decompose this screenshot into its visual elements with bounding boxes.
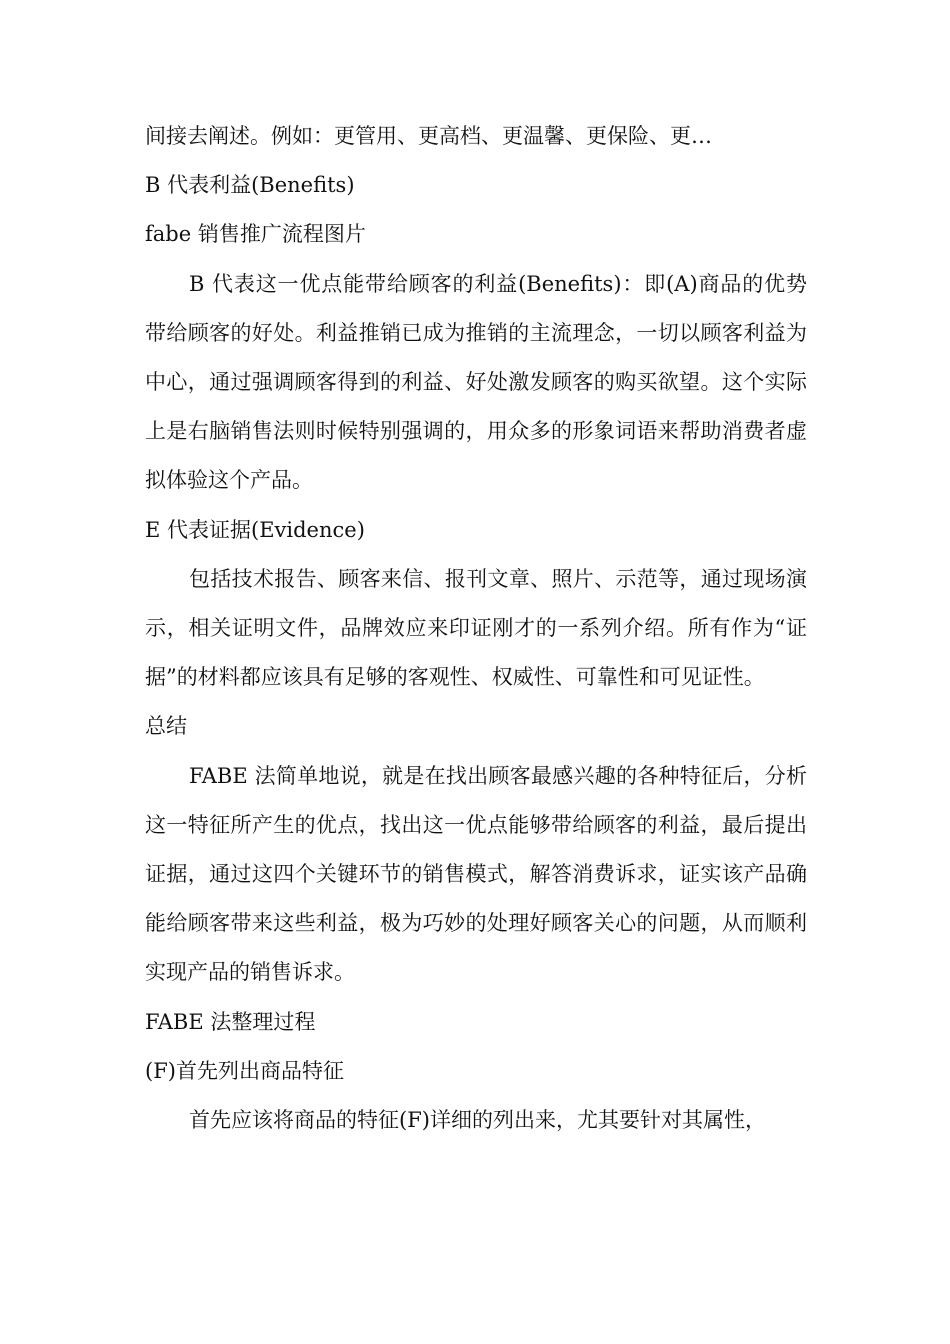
heading-benefits: B 代表利益(Benefits)	[145, 173, 355, 198]
heading-fabe-image: fabe 销售推广流程图片	[145, 222, 366, 247]
paragraph-evidence: 包括技术报告、顾客来信、报刊文章、照片、示范等，通过现场演示，相关证明文件，品牌效应来印证刚才的一系列介绍。所有作为“证据”的材料都应该具有足够的客观性、权威性、可靠性和可见证性。	[145, 566, 807, 690]
heading-evidence: E 代表证据(Evidence)	[145, 517, 365, 542]
paragraph-summary: FABE 法简单地说，就是在找出顾客最感兴趣的各种特征后，分析这一特征所产生的优点，找出这一优点能够带给顾客的利益，最后提出证据，通过这四个关键环节的销售模式，解答消费诉求，证实该产品确能给顾客带来这些利益，极为巧妙的处理好顾客关心的问题，从而顺利实现产品的销售诉求。	[145, 763, 807, 985]
paragraph-continuation: 间接去阐述。例如：更管用、更高档、更温馨、更保险、更…	[145, 124, 712, 148]
paragraph-features: 首先应该将商品的特征(F)详细的列出来，尤其要针对其属性，	[189, 1108, 766, 1133]
heading-features: (F)首先列出商品特征	[145, 1058, 344, 1083]
paragraph-benefits: B 代表这一优点能带给顾客的利益(Benefits)：即(A)商品的优势带给顾客的好处。利益推销已成为推销的主流理念，一切以顾客利益为中心，通过强调顾客得到的利益、好处激发顾客的购买欲望。这个实际上是右脑销售法则时候特别强调的，用众多的形象词语来帮助消费者虚拟体验这个产品。	[145, 271, 807, 493]
heading-summary: 总结	[145, 714, 187, 739]
document-body	[145, 112, 807, 1145]
heading-fabe-process: FABE 法整理过程	[145, 1009, 316, 1034]
